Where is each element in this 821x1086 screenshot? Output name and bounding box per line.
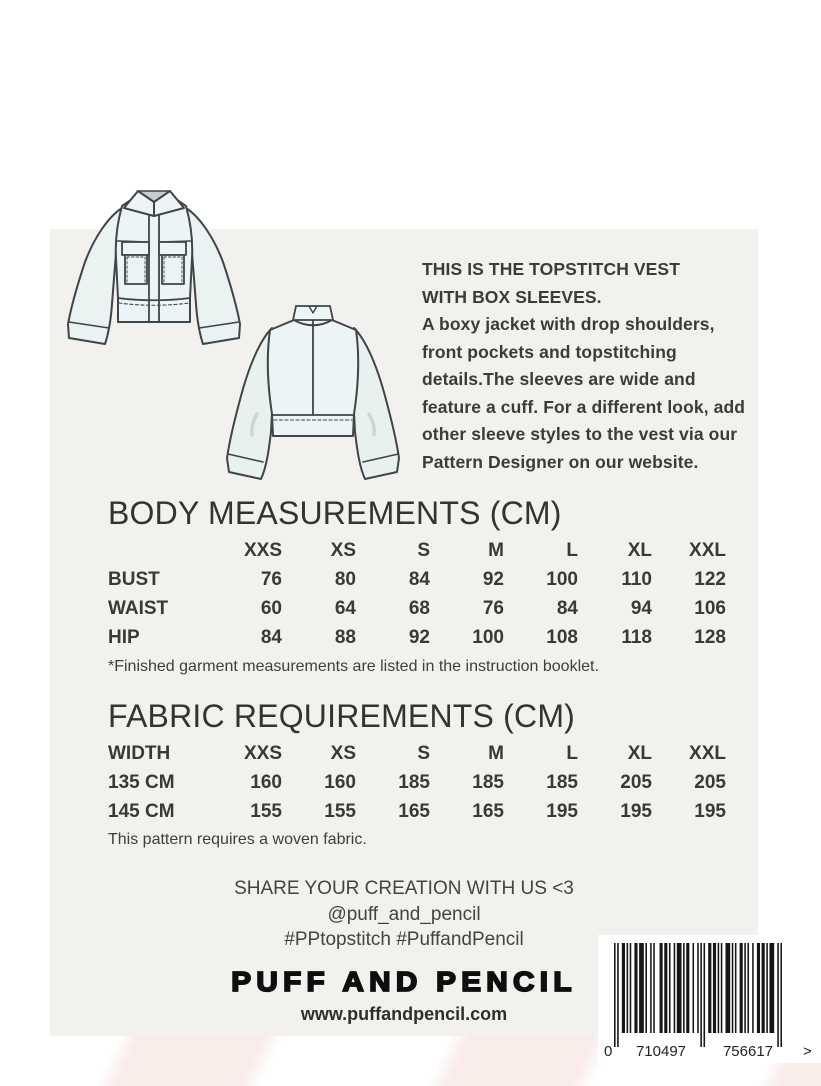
fabric-requirements-footnote: This pattern requires a woven fabric. bbox=[108, 831, 367, 848]
column-header: WIDTH bbox=[108, 742, 171, 764]
barcode-bar bbox=[630, 943, 632, 1033]
body-measurements-footnote: *Finished garment measurements are listed in the instruction booklet. bbox=[108, 658, 599, 675]
table-row bbox=[108, 768, 726, 797]
barcode-bar bbox=[693, 943, 695, 1033]
barcode-bar bbox=[735, 943, 737, 1033]
table-row bbox=[108, 565, 726, 594]
fabric-requirements-heading: FABRIC REQUIREMENTS (CM) bbox=[108, 698, 576, 734]
table-cell: 60 bbox=[260, 597, 282, 619]
table-cell: 155 bbox=[250, 800, 282, 822]
table-cell: 80 bbox=[334, 568, 356, 590]
row-label: WAIST bbox=[108, 597, 169, 619]
column-header: XS bbox=[330, 742, 356, 764]
table-cell: 165 bbox=[472, 800, 504, 822]
table-cell: 84 bbox=[408, 568, 430, 590]
table-cell: 88 bbox=[334, 626, 356, 648]
table-cell: 160 bbox=[324, 771, 356, 793]
table-cell: 118 bbox=[621, 626, 652, 648]
table-cell: 185 bbox=[472, 771, 504, 793]
barcode-bar bbox=[664, 943, 667, 1033]
barcode-bar bbox=[757, 943, 760, 1033]
table-cell: 110 bbox=[621, 568, 652, 590]
column-header: M bbox=[488, 742, 504, 764]
table-cell: 100 bbox=[546, 568, 578, 590]
description-title-line2: WITH BOX SLEEVES. bbox=[422, 286, 602, 307]
table-cell: 92 bbox=[408, 626, 430, 648]
row-label: BUST bbox=[108, 568, 160, 590]
barcode-bar bbox=[740, 943, 743, 1033]
table-cell: 108 bbox=[546, 626, 578, 648]
table-cell: 185 bbox=[546, 771, 578, 793]
barcode-bar bbox=[725, 943, 730, 1033]
barcode-end-char: > bbox=[803, 1043, 812, 1060]
column-header: L bbox=[566, 742, 578, 764]
table-cell: 205 bbox=[694, 771, 726, 793]
barcode-bar bbox=[617, 943, 619, 1047]
column-header: XS bbox=[330, 539, 356, 561]
barcode-bar bbox=[677, 943, 682, 1033]
table-cell: 128 bbox=[694, 626, 726, 648]
table-cell: 76 bbox=[260, 568, 282, 590]
barcode-bar bbox=[780, 943, 782, 1047]
table-cell: 92 bbox=[482, 568, 504, 590]
barcode-bar bbox=[718, 943, 720, 1033]
table-cell: 160 bbox=[250, 771, 282, 793]
barcode-bar bbox=[732, 943, 734, 1033]
barcode-bar bbox=[769, 943, 774, 1033]
table-cell: 122 bbox=[694, 568, 726, 590]
table-cell: 100 bbox=[472, 626, 504, 648]
column-header: XXS bbox=[243, 742, 282, 764]
table-cell: 185 bbox=[398, 771, 430, 793]
barcode-bar bbox=[708, 943, 711, 1033]
row-label: 135 CM bbox=[108, 771, 175, 793]
column-header: S bbox=[417, 742, 430, 764]
table-cell: 106 bbox=[694, 597, 726, 619]
barcode-group1: 710497 bbox=[635, 1043, 687, 1060]
description-title-line1: THIS IS THE TOPSTITCH VEST bbox=[422, 259, 680, 279]
product-description bbox=[422, 256, 756, 476]
table-cell: 195 bbox=[546, 800, 578, 822]
table-cell: 205 bbox=[620, 771, 652, 793]
column-header bbox=[108, 536, 208, 565]
barcode-bar bbox=[704, 943, 706, 1047]
barcode-bar bbox=[674, 943, 676, 1033]
barcode-bar bbox=[777, 943, 779, 1047]
barcode-bar bbox=[653, 943, 655, 1033]
barcode-bar bbox=[639, 943, 644, 1033]
jacket-back-illustration bbox=[220, 296, 406, 484]
table-cell: 84 bbox=[260, 626, 282, 648]
barcode-bar bbox=[700, 943, 702, 1047]
barcode-bar bbox=[713, 943, 716, 1033]
barcode-bar bbox=[697, 943, 699, 1033]
table-cell: 64 bbox=[334, 597, 356, 619]
barcode-bar bbox=[747, 943, 749, 1033]
table-cell: 76 bbox=[482, 597, 504, 619]
barcode-bar bbox=[683, 943, 685, 1033]
barcode-bar bbox=[634, 943, 637, 1033]
table-cell: 84 bbox=[556, 597, 578, 619]
column-header: XXL bbox=[689, 539, 726, 561]
table-cell: 155 bbox=[324, 800, 356, 822]
barcode-bar bbox=[627, 943, 629, 1033]
brand-website: www.puffandpencil.com bbox=[300, 1004, 508, 1024]
row-label: 145 CM bbox=[108, 800, 175, 822]
column-header: XL bbox=[627, 539, 652, 561]
barcode-bar bbox=[752, 943, 754, 1033]
column-header: XL bbox=[627, 742, 652, 764]
column-header: XXL bbox=[689, 742, 726, 764]
barcode-bar bbox=[686, 943, 689, 1033]
barcode-bar bbox=[744, 943, 746, 1033]
table-cell: 195 bbox=[620, 800, 652, 822]
row-label: HIP bbox=[108, 626, 140, 648]
barcode-bar bbox=[660, 943, 663, 1033]
table-row bbox=[108, 797, 726, 826]
barcode-bar bbox=[762, 943, 765, 1033]
column-header: L bbox=[566, 539, 578, 561]
barcode-bar bbox=[650, 943, 652, 1033]
barcode-bar bbox=[766, 943, 768, 1033]
column-header: XXS bbox=[243, 539, 282, 561]
hashtags: #PPtopstitch #PuffandPencil bbox=[284, 929, 524, 950]
instagram-handle: @puff_and_pencil bbox=[327, 903, 481, 925]
table-cell: 165 bbox=[398, 800, 430, 822]
barcode-left-digit: 0 bbox=[604, 1043, 613, 1060]
barcode-bar bbox=[645, 943, 647, 1033]
barcode-bar bbox=[614, 943, 616, 1047]
description-body: A boxy jacket with drop shoulders, front pockets and topstitching details.The sleeves are wide and feature a cuff. For a different look, add other sleeve styles to the vest via our Pattern Designer on our website. bbox=[422, 314, 746, 472]
barcode-bar bbox=[721, 943, 723, 1033]
table-cell: 195 bbox=[694, 800, 726, 822]
table-cell: 68 bbox=[408, 597, 430, 619]
column-header: S bbox=[417, 539, 430, 561]
share-line: SHARE YOUR CREATION WITH US <3 bbox=[234, 878, 574, 899]
table-row bbox=[108, 594, 726, 623]
barcode-bar bbox=[622, 943, 625, 1033]
table-cell: 94 bbox=[630, 597, 652, 619]
fabric-requirements-table bbox=[108, 739, 726, 826]
barcode-group2: 756617 bbox=[722, 1043, 774, 1060]
body-measurements-table bbox=[108, 536, 726, 652]
column-header: M bbox=[488, 539, 504, 561]
body-measurements-heading: BODY MEASUREMENTS (CM) bbox=[108, 495, 562, 531]
table-row bbox=[108, 623, 726, 652]
barcode-bar bbox=[669, 943, 671, 1033]
barcode bbox=[598, 935, 821, 1063]
brand-logo: PUFF AND PENCIL bbox=[231, 966, 577, 997]
